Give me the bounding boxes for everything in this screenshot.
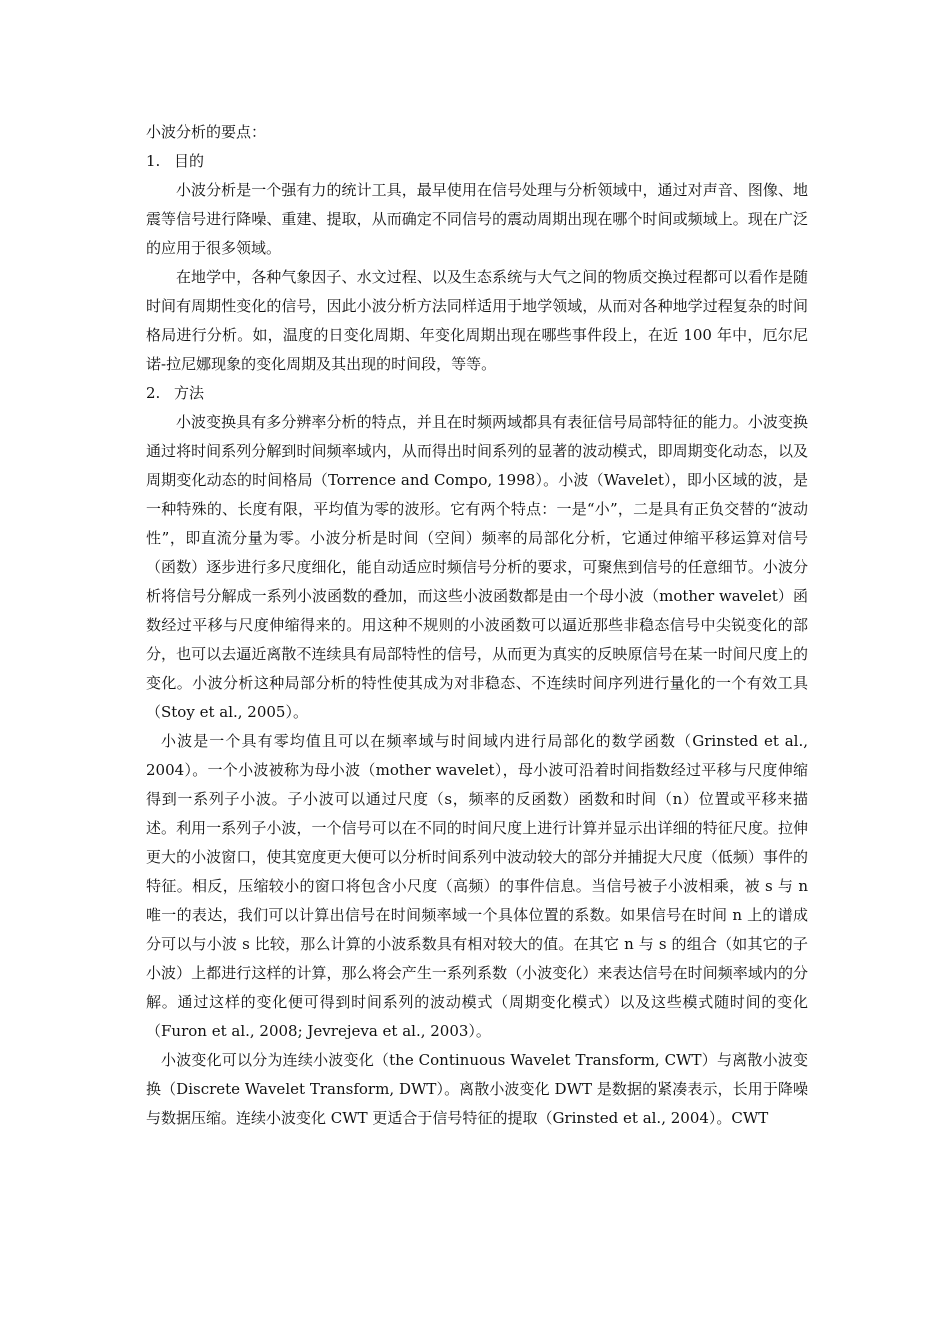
section-number: 1. (146, 152, 161, 170)
section-number: 2. (146, 384, 161, 402)
paragraph: 小波是一个具有零均值且可以在频率域与时间域内进行局部化的数学函数（Grinsted et al., 2004）。一个小波被称为母小波（mother wavelet），母小波可沿着时间指数经过平移与尺度伸缩得到一系列子小波。子小波可以通过尺度（s，频率的反函数）函数和时间（n）位置或平移来描述。利用一系列子小波，一个信号可以在不同的时间尺度上进行计算并显示出详细的特征尺度。拉伸更大的小波窗口，使其宽度更大便可以分析时间系列中波动较大的部分并捕捉大尺度（低频）事件的特征。相反，压缩较小的窗口将包含小尺度（高频）的事件信息。当信号被子小波相乘，被 s 与 n 唯一的表达，我们可以计算出信号在时间频率域一个具体位置的系数。如果信号在时间 n 上的谱成分可以与小波 s 比较，那么计算的小波系数具有相对较大的值。在其它 n 与 s 的组合（如其它的子小波）上都进行这样的计算，那么将会产生一系列系数（小波变化）来表达信号在时间频率域内的分解。通过这样的变化便可得到时间系列的波动模式（周期变化模式）以及这些模式随时间的变化（Furon et al., 2008; Jevrejeva et al., 2003）。 (146, 732, 808, 1040)
paragraph: 在地学中，各种气象因子、水文过程、以及生态系统与大气之间的物质交换过程都可以看作是随时间有周期性变化的信号，因此小波分析方法同样适用于地学领域，从而对各种地学过程复杂的时间格局进行分析。如，温度的日变化周期、年变化周期出现在哪些事件段上，在近 100 年中，厄尔尼诺-拉尼娜现象的变化周期及其出现的时间段，等等。 (146, 268, 808, 373)
document-title: 小波分析的要点： (146, 123, 267, 141)
section-heading-method (146, 379, 808, 408)
section-title: 目的 (174, 152, 205, 170)
paragraph: 小波变化可以分为连续小波变化（the Continuous Wavelet Transform, CWT）与离散小波变换（Discrete Wavelet Transform, DWT）。离散小波变化 DWT 是数据的紧凑表示，长用于降噪与数据压缩。连续小波变化 CWT 更适合于信号特征的提取（Grinsted et al., 2004）。CWT (146, 1051, 808, 1127)
paragraph: 小波分析是一个强有力的统计工具，最早使用在信号处理与分析领域中，通过对声音、图像、地震等信号进行降噪、重建、提取，从而确定不同信号的震动周期出现在哪个时间或频域上。现在广泛的应用于很多领域。 (146, 181, 808, 257)
document-body (146, 118, 808, 1133)
section-heading-purpose (146, 147, 808, 176)
paragraph: 小波变换具有多分辨率分析的特点，并且在时频两域都具有表征信号局部特征的能力。小波变换通过将时间系列分解到时间频率域内，从而得出时间系列的显著的波动模式，即周期变化动态，以及周期变化动态的时间格局（Torrence and Compo, 1998）。小波（Wavelet），即小区域的波，是一种特殊的、长度有限，平均值为零的波形。它有两个特点：一是“小”，二是具有正负交替的“波动性”，即直流分量为零。小波分析是时间（空间）频率的局部化分析，它通过伸缩平移运算对信号（函数）逐步进行多尺度细化，能自动适应时频信号分析的要求，可聚焦到信号的任意细节。小波分析将信号分解成一系列小波函数的叠加，而这些小波函数都是由一个母小波（mother wavelet）函数经过平移与尺度伸缩得来的。用这种不规则的小波函数可以逼近那些非稳态信号中尖锐变化的部分，也可以去逼近离散不连续具有局部特性的信号，从而更为真实的反映原信号在某一时间尺度上的变化。小波分析这种局部分析的特性使其成为对非稳态、不连续时间序列进行量化的一个有效工具（Stoy et al., 2005）。 (146, 413, 808, 721)
section-title: 方法 (174, 384, 205, 402)
